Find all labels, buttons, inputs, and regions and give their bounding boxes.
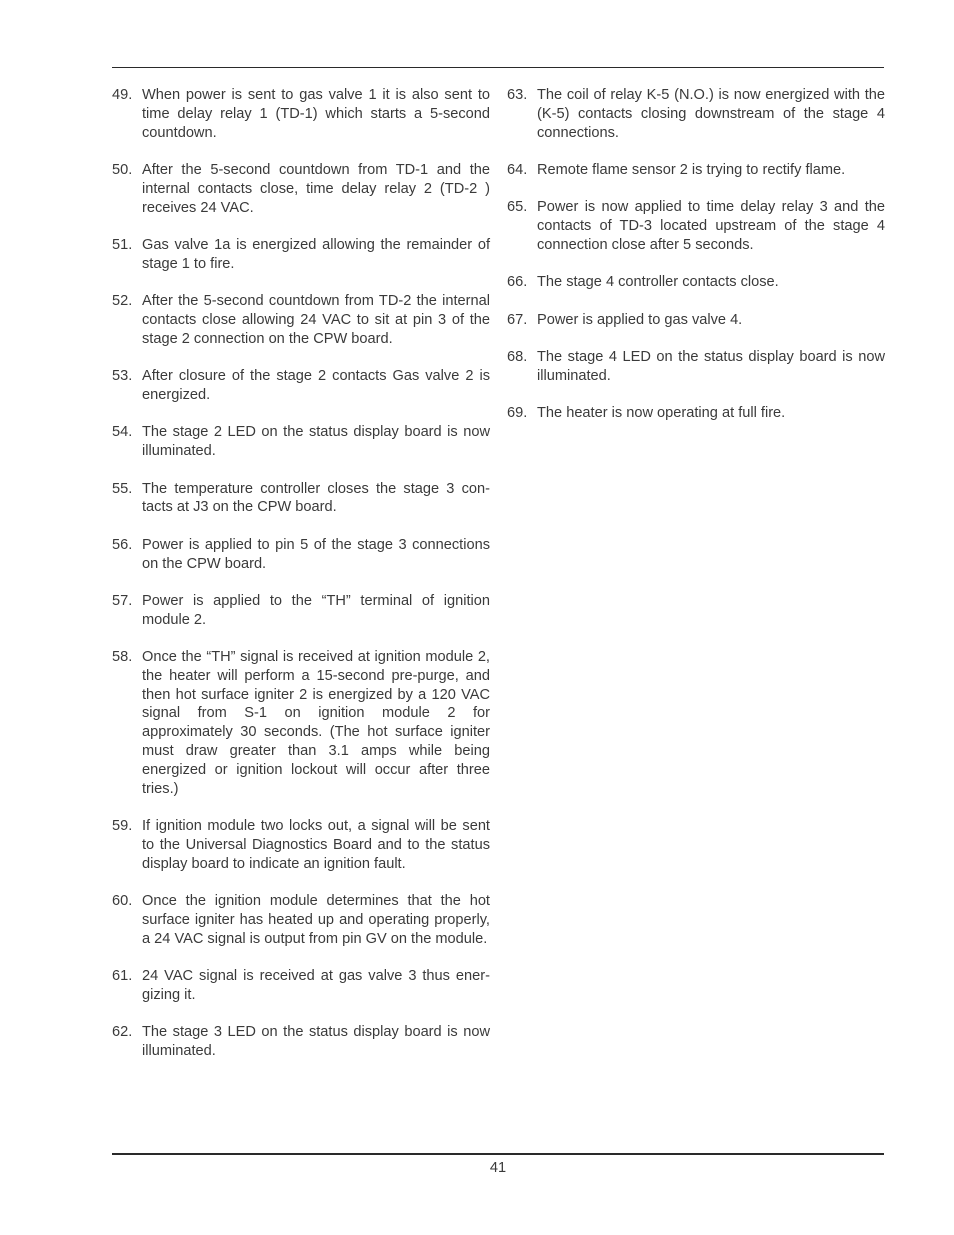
list-item xyxy=(507,311,885,330)
item-text: After the 5-second countdown from TD-1 and the internal contacts close, time delay relay 2 (TD-2 ) receives 24 VAC. xyxy=(142,161,490,216)
list-item xyxy=(112,536,490,574)
item-text: Once the “TH” signal is received at ignition module 2, the heater will perform a 15-second pre-purge, and then hot surface igniter 2 is energized by a 120 VAC signal from S-1 on ignition module 2 for approximately 30 seconds. (The hot surface igniter must draw greater than 3.1 amps while being energized or ignition lockout will occur after three tries.) xyxy=(142,649,490,797)
item-number: 61. xyxy=(112,968,133,985)
item-number: 69. xyxy=(507,405,528,422)
item-number: 64. xyxy=(507,161,528,178)
list-item xyxy=(112,86,490,142)
item-number: 50. xyxy=(112,161,133,178)
item-text: Once the ignition module determines that the hot surface igniter has heated up and operating properly, a 24 VAC signal is output from pin GV on the module. xyxy=(142,893,490,947)
right-column xyxy=(507,86,885,442)
item-number: 54. xyxy=(112,424,133,441)
list-item xyxy=(112,592,490,630)
list-item xyxy=(112,423,490,461)
item-number: 59. xyxy=(112,818,133,835)
item-number: 60. xyxy=(112,893,133,910)
item-text: Power is applied to the “TH” terminal of ignition module 2. xyxy=(142,592,490,628)
item-text: If ignition module two locks out, a signal will be sent to the Universal Diagnostics Board and to the status display board to indicate an ignition fault. xyxy=(142,818,490,872)
left-column xyxy=(112,86,490,1079)
list-item xyxy=(112,367,490,405)
list-item xyxy=(112,817,490,873)
list-item xyxy=(112,1023,490,1061)
item-number: 49. xyxy=(112,87,133,103)
list-item xyxy=(112,292,490,348)
list-item xyxy=(507,86,885,142)
list-item xyxy=(112,161,490,217)
item-text: The stage 3 LED on the status display board is now illuminated. xyxy=(142,1024,490,1059)
item-text: Power is applied to pin 5 of the stage 3 connections on the CPW board. xyxy=(142,536,490,572)
page-number: 41 xyxy=(489,1160,507,1176)
list-item xyxy=(112,480,490,518)
header-rule xyxy=(112,67,884,68)
list-item xyxy=(112,648,490,798)
item-number: 53. xyxy=(112,368,133,385)
list-item xyxy=(112,236,490,274)
item-number: 65. xyxy=(507,199,528,216)
item-number: 63. xyxy=(507,87,528,103)
item-text: Gas valve 1a is energized allowing the remainder of stage 1 to fire. xyxy=(142,236,490,272)
list-item xyxy=(507,348,885,386)
item-number: 68. xyxy=(507,349,528,366)
item-text: After closure of the stage 2 contacts Gas valve 2 is energized. xyxy=(142,368,490,403)
list-item xyxy=(112,892,490,948)
item-text: Power is applied to gas valve 4. xyxy=(537,311,743,328)
item-number: 57. xyxy=(112,592,133,609)
item-text: The stage 4 controller contacts close. xyxy=(537,274,779,291)
item-number: 62. xyxy=(112,1024,133,1041)
item-text: The heater is now operating at full fire. xyxy=(537,405,786,422)
item-text: After the 5-second countdown from TD-2 the internal contacts close allowing 24 VAC to sit at pin 3 of the stage 2 connection on the CPW board. xyxy=(142,293,490,347)
item-text: Remote flame sensor 2 is trying to rectify flame. xyxy=(537,161,846,178)
footer-rule xyxy=(112,1153,884,1155)
list-item xyxy=(507,273,885,292)
item-text: The temperature controller closes the stage 3 contacts at J3 on the CPW board. xyxy=(142,480,490,516)
item-text: 24 VAC signal is received at gas valve 3 thus energizing it. xyxy=(142,968,490,1003)
item-number: 67. xyxy=(507,311,528,328)
list-item xyxy=(112,967,490,1005)
item-number: 51. xyxy=(112,236,133,253)
item-number: 52. xyxy=(112,293,133,310)
list-item xyxy=(507,161,885,180)
item-text: When power is sent to gas valve 1 it is also sent to time delay relay 1 (TD-1) which starts a 5-second countdown. xyxy=(142,87,490,141)
item-number: 56. xyxy=(112,536,133,553)
item-number: 66. xyxy=(507,274,528,291)
item-text: Power is now applied to time delay relay 3 and the contacts of TD-3 located upstream of the stage 4 connection close after 5 seconds. xyxy=(537,199,885,253)
item-text: The stage 2 LED on the status display board is now illuminated. xyxy=(142,424,490,460)
list-item xyxy=(507,404,885,423)
item-number: 55. xyxy=(112,480,133,497)
item-number: 58. xyxy=(112,649,133,666)
item-text: The stage 4 LED on the status display board is now illuminated. xyxy=(537,349,885,384)
list-item xyxy=(507,198,885,254)
item-text: The coil of relay K-5 (N.O.) is now energized with the (K-5) contacts closing downstream of the stage 4 connections. xyxy=(537,87,885,141)
